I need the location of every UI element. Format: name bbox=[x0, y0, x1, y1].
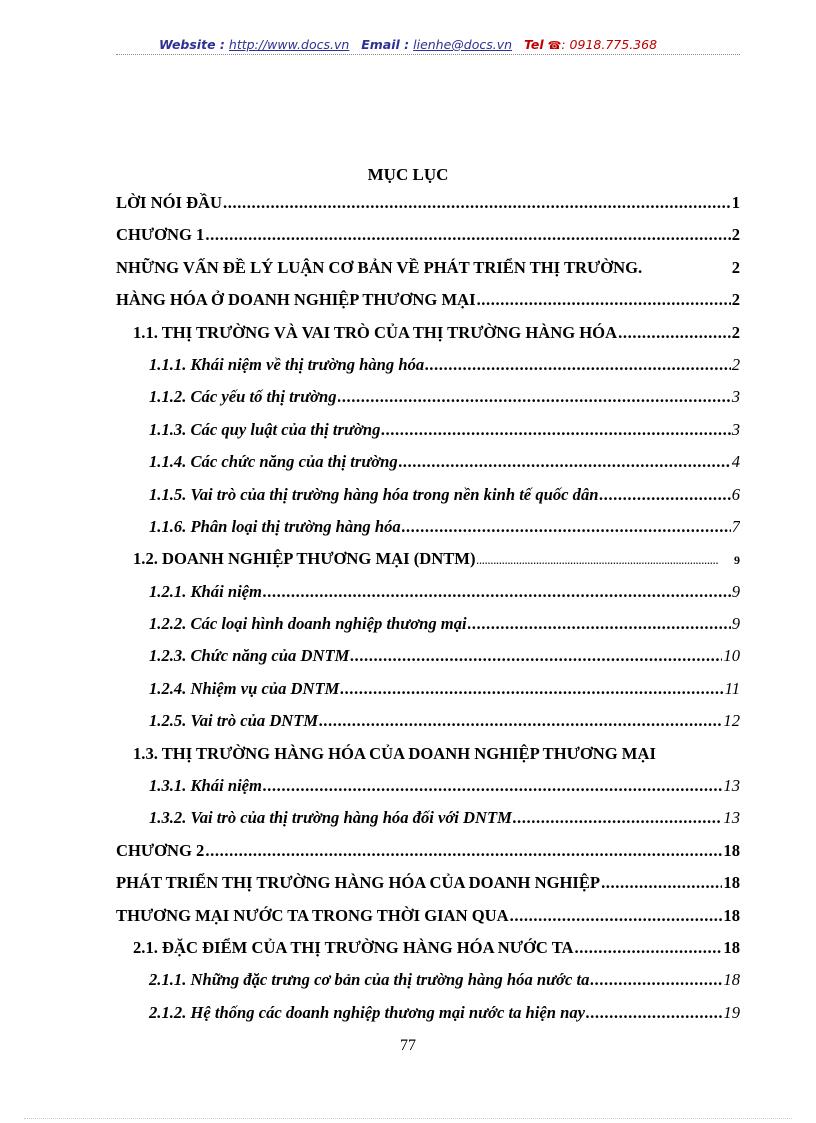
toc-entry-text: 1.3.1. Khái niệm bbox=[149, 776, 262, 796]
toc-entry-page: 9 bbox=[731, 614, 740, 634]
toc-entry-text: 1.2.5. Vai trò của DNTM bbox=[149, 711, 319, 731]
table-of-contents bbox=[116, 193, 740, 1035]
toc-entry-page: 18 bbox=[723, 937, 740, 957]
toc-entry-1-2-4[interactable] bbox=[116, 679, 740, 711]
toc-leader bbox=[205, 225, 730, 245]
page-number: 77 bbox=[400, 1037, 416, 1054]
toc-entry-page: 18 bbox=[723, 905, 740, 925]
toc-entry-text: 1.2.2. Các loại hình doanh nghiệp thương mại bbox=[149, 614, 467, 634]
toc-entry-text: 1.1.5. Vai trò của thị trường hàng hóa trong nền kinh tế quốc dân bbox=[149, 484, 599, 504]
toc-leader bbox=[586, 1003, 722, 1023]
toc-entry-page: 9 bbox=[734, 553, 740, 568]
toc-leader bbox=[618, 323, 731, 343]
toc-entry-text: 1.1.1. Khái niệm về thị trường hàng hóa bbox=[149, 354, 425, 374]
toc-leader bbox=[263, 776, 722, 796]
toc-entry-text: LỜI NÓI ĐẦU bbox=[116, 193, 223, 212]
toc-entry-1-1-1[interactable] bbox=[116, 355, 740, 387]
toc-entry-page: 7 bbox=[731, 516, 740, 536]
page-header bbox=[0, 37, 816, 52]
toc-entry-text: 2.1. ĐẶC ĐIỂM CỦA THỊ TRƯỜNG HÀNG HÓA NƯỚC TA bbox=[133, 937, 574, 957]
toc-entry-1-1-6[interactable] bbox=[116, 517, 740, 549]
toc-leader bbox=[263, 582, 731, 602]
toc-entry-text: 1.2.1. Khái niệm bbox=[149, 581, 262, 601]
toc-leader bbox=[513, 808, 722, 828]
toc-entry-1-2-5[interactable] bbox=[116, 711, 740, 743]
toc-entry-page: 12 bbox=[723, 711, 740, 731]
toc-entry-1-1[interactable] bbox=[116, 323, 740, 355]
toc-entry-text: CHƯƠNG 1 bbox=[116, 225, 205, 245]
toc-entry-text: 1.2. DOANH NGHIỆP THƯƠNG MẠI (DNTM) bbox=[133, 549, 476, 569]
toc-entry-1-1-2[interactable] bbox=[116, 387, 740, 419]
toc-entry-text: THƯƠNG MẠI NƯỚC TA TRONG THỜI GIAN QUA bbox=[116, 905, 509, 925]
toc-leader bbox=[350, 646, 722, 666]
toc-entry-1-3-1[interactable] bbox=[116, 776, 740, 808]
toc-entry-chuong-2-title-line-1[interactable] bbox=[116, 873, 740, 905]
toc-entry-page: 18 bbox=[723, 873, 740, 893]
toc-entry-page: 3 bbox=[731, 419, 740, 439]
toc-entry-text: 2.1.1. Những đặc trưng cơ bản của thị trường hàng hóa nước ta bbox=[149, 970, 590, 990]
footer-divider bbox=[24, 1118, 792, 1119]
toc-entry-page: 9 bbox=[731, 581, 740, 601]
toc-leader bbox=[399, 452, 731, 472]
email-label: Email : bbox=[361, 37, 410, 52]
toc-entry-page: 6 bbox=[731, 484, 740, 504]
toc-entry-text: 1.2.4. Nhiệm vụ của DNTM bbox=[149, 678, 340, 698]
toc-entry-page: 2 bbox=[731, 225, 740, 245]
toc-entry-chuong-1[interactable] bbox=[116, 225, 740, 257]
toc-entry-text: 1.2.3. Chức năng của DNTM bbox=[149, 646, 350, 666]
toc-leader bbox=[319, 711, 722, 731]
toc-leader bbox=[223, 193, 731, 213]
toc-entry-page: 2 bbox=[731, 354, 740, 374]
header-divider bbox=[116, 54, 740, 55]
toc-entry-text: 1.1.3. Các quy luật của thị trường bbox=[149, 419, 381, 439]
toc-entry-loi-noi-dau[interactable] bbox=[116, 193, 740, 225]
toc-entry-chuong-2-title-line-2[interactable] bbox=[116, 906, 740, 938]
toc-leader bbox=[476, 556, 718, 566]
toc-leader bbox=[205, 841, 722, 861]
toc-entry-text: CHƯƠNG 2 bbox=[116, 840, 205, 860]
toc-entry-text: 1.1.4. Các chức năng của thị trường bbox=[149, 452, 398, 472]
toc-leader bbox=[338, 387, 731, 407]
toc-entry-chuong-1-title-line-2[interactable] bbox=[116, 290, 740, 322]
toc-leader bbox=[510, 906, 723, 926]
tel-label: Tel bbox=[523, 37, 544, 52]
toc-leader bbox=[340, 679, 723, 699]
toc-entry-1-1-5[interactable] bbox=[116, 485, 740, 517]
toc-entry-1-3-2[interactable] bbox=[116, 808, 740, 840]
toc-entry-text: 1.1.6. Phân loại thị trường hàng hóa bbox=[149, 516, 401, 536]
toc-entry-chuong-2[interactable] bbox=[116, 841, 740, 873]
toc-entry-2-1-2[interactable] bbox=[116, 1003, 740, 1035]
toc-entry-text: NHỮNG VẤN ĐỀ LÝ LUẬN CƠ BẢN VỀ PHÁT TRIỂN THỊ TRƯỜNG. bbox=[116, 257, 643, 277]
toc-entry-page: 11 bbox=[724, 678, 740, 698]
tel-value: : 0918.775.368 bbox=[561, 37, 658, 52]
toc-entry-page: 1 bbox=[731, 193, 740, 212]
toc-entry-1-1-4[interactable] bbox=[116, 452, 740, 484]
toc-entry-chuong-1-title-line-1[interactable] bbox=[116, 258, 740, 290]
toc-leader bbox=[468, 614, 731, 634]
toc-leader bbox=[425, 355, 731, 375]
toc-entry-1-2-2[interactable] bbox=[116, 614, 740, 646]
toc-entry-1-2[interactable] bbox=[116, 549, 740, 581]
toc-leader bbox=[590, 970, 722, 990]
toc-leader bbox=[402, 517, 731, 537]
toc-entry-page: 18 bbox=[723, 840, 740, 860]
toc-leader bbox=[599, 485, 730, 505]
toc-entry-page: 4 bbox=[731, 452, 740, 472]
toc-entry-2-1[interactable] bbox=[116, 938, 740, 970]
toc-entry-text: 1.3. THỊ TRƯỜNG HÀNG HÓA CỦA DOANH NGHIỆP THƯƠNG MẠI bbox=[133, 743, 656, 763]
toc-entry-page: 2 bbox=[731, 290, 740, 310]
toc-leader bbox=[381, 420, 730, 440]
toc-entry-page: 13 bbox=[723, 808, 740, 828]
toc-entry-2-1-1[interactable] bbox=[116, 970, 740, 1002]
toc-entry-text: 1.1.2. Các yếu tố thị trường bbox=[149, 387, 337, 407]
toc-entry-text: 1.1. THỊ TRƯỜNG VÀ VAI TRÒ CỦA THỊ TRƯỜNG HÀNG HÓA bbox=[133, 322, 618, 342]
toc-entry-1-2-3[interactable] bbox=[116, 646, 740, 678]
toc-entry-page: 2 bbox=[731, 322, 740, 342]
toc-entry-page: 18 bbox=[723, 970, 740, 990]
toc-entry-1-3[interactable] bbox=[116, 744, 740, 776]
toc-entry-1-2-1[interactable] bbox=[116, 582, 740, 614]
toc-entry-text: 2.1.2. Hệ thống các doanh nghiệp thương mại nước ta hiện nay bbox=[149, 1002, 585, 1022]
toc-entry-1-1-3[interactable] bbox=[116, 420, 740, 452]
telephone-icon: ☎ bbox=[547, 39, 562, 52]
website-label: Website : bbox=[158, 37, 225, 52]
toc-entry-text: 1.3.2. Vai trò của thị trường hàng hóa đối với DNTM bbox=[149, 808, 512, 828]
toc-entry-page: 13 bbox=[723, 776, 740, 796]
website-link[interactable]: http://www.docs.vn bbox=[228, 37, 350, 52]
toc-entry-page: 10 bbox=[723, 646, 740, 666]
toc-entry-text: HÀNG HÓA Ở DOANH NGHIỆP THƯƠNG MẠI bbox=[116, 290, 476, 310]
toc-leader bbox=[601, 873, 722, 893]
toc-entry-page: 3 bbox=[731, 387, 740, 407]
toc-title: MỤC LỤC bbox=[367, 165, 449, 184]
toc-leader bbox=[575, 938, 723, 958]
toc-entry-text: PHÁT TRIỂN THỊ TRƯỜNG HÀNG HÓA CỦA DOANH NGHIỆP bbox=[116, 873, 601, 893]
toc-entry-page: 19 bbox=[723, 1002, 740, 1022]
toc-entry-page: 2 bbox=[731, 257, 740, 277]
email-link[interactable]: lienhe@docs.vn bbox=[413, 37, 513, 52]
toc-leader bbox=[477, 290, 731, 310]
